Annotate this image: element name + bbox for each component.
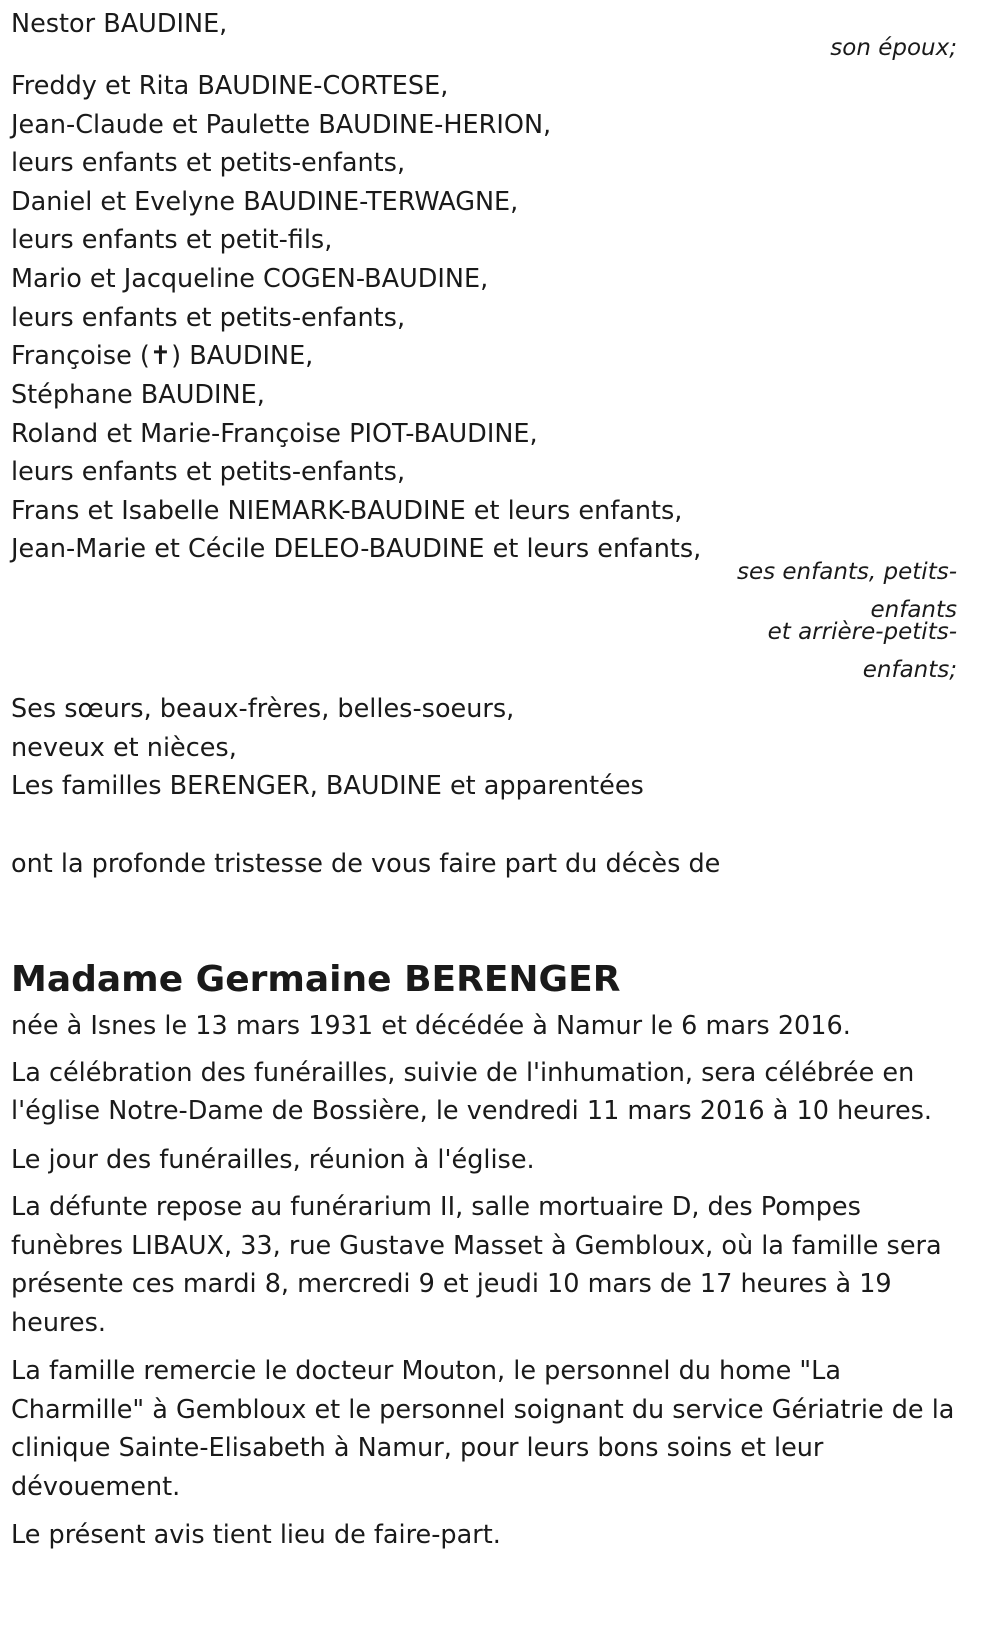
family-line: leurs enfants et petits-enfants,: [11, 457, 406, 487]
relation-label-children: et arrière-petits-: [767, 619, 957, 645]
family-line: Frans et Isabelle NIEMARK-BAUDINE et leurs enfants,: [11, 496, 683, 526]
family-line: leurs enfants et petit-fils,: [11, 225, 333, 255]
family-line: Roland et Marie-Françoise PIOT-BAUDINE,: [11, 419, 538, 449]
repose-line: funèbres LIBAUX, 33, rue Gustave Masset à Gembloux, où la famille sera: [11, 1231, 942, 1261]
thanks-line: La famille remercie le docteur Mouton, le personnel du home "La: [11, 1356, 841, 1386]
repose-line: présente ces mardi 8, mercredi 9 et jeudi 10 mars de 17 heures à 19: [11, 1269, 892, 1299]
deceased-name: Madame Germaine BERENGER: [11, 959, 621, 1000]
repose-line: heures.: [11, 1308, 107, 1338]
thanks-line: Charmille" à Gembloux et le personnel soignant du service Gériatrie de la: [11, 1395, 955, 1425]
thanks-line: dévouement.: [11, 1472, 181, 1502]
extended-family-line: Les familles BERENGER, BAUDINE et apparentées: [11, 771, 644, 801]
relation-label-children: enfants;: [862, 657, 957, 683]
funeral-line: l'église Notre-Dame de Bossière, le vendredi 11 mars 2016 à 10 heures.: [11, 1096, 933, 1126]
thanks-line: clinique Sainte-Elisabeth à Namur, pour leurs bons soins et leur: [11, 1433, 824, 1463]
birth-death-line: née à Isnes le 13 mars 1931 et décédée à Namur le 6 mars 2016.: [11, 1011, 851, 1041]
relation-label-spouse: son époux;: [830, 35, 957, 61]
family-line: Mario et Jacqueline COGEN-BAUDINE,: [11, 264, 489, 294]
relation-label-children: enfants: [870, 597, 957, 623]
family-line: Daniel et Evelyne BAUDINE-TERWAGNE,: [11, 187, 519, 217]
gathering-line: Le jour des funérailles, réunion à l'église.: [11, 1145, 535, 1175]
family-line: leurs enfants et petits-enfants,: [11, 148, 406, 178]
family-line: Jean-Marie et Cécile DELEO-BAUDINE et leurs enfants,: [11, 534, 702, 564]
family-line: Freddy et Rita BAUDINE-CORTESE,: [11, 71, 449, 101]
repose-line: La défunte repose au funérarium II, salle mortuaire D, des Pompes: [11, 1192, 861, 1222]
family-line: leurs enfants et petits-enfants,: [11, 303, 406, 333]
relation-label-children: ses enfants, petits-: [736, 559, 957, 585]
extended-family-line: neveux et nièces,: [11, 733, 237, 763]
family-line-spouse: Nestor BAUDINE,: [11, 9, 228, 39]
announcement-text: ont la profonde tristesse de vous faire part du décès de: [11, 849, 721, 879]
funeral-line: La célébration des funérailles, suivie de l'inhumation, sera célébrée en: [11, 1058, 915, 1088]
family-line: Jean-Claude et Paulette BAUDINE-HERION,: [11, 110, 552, 140]
closing-line: Le présent avis tient lieu de faire-part.: [11, 1520, 501, 1550]
extended-family-line: Ses sœurs, beaux-frères, belles-soeurs,: [11, 694, 515, 724]
family-line: Stéphane BAUDINE,: [11, 380, 265, 410]
family-line: Françoise (✝) BAUDINE,: [11, 341, 314, 371]
